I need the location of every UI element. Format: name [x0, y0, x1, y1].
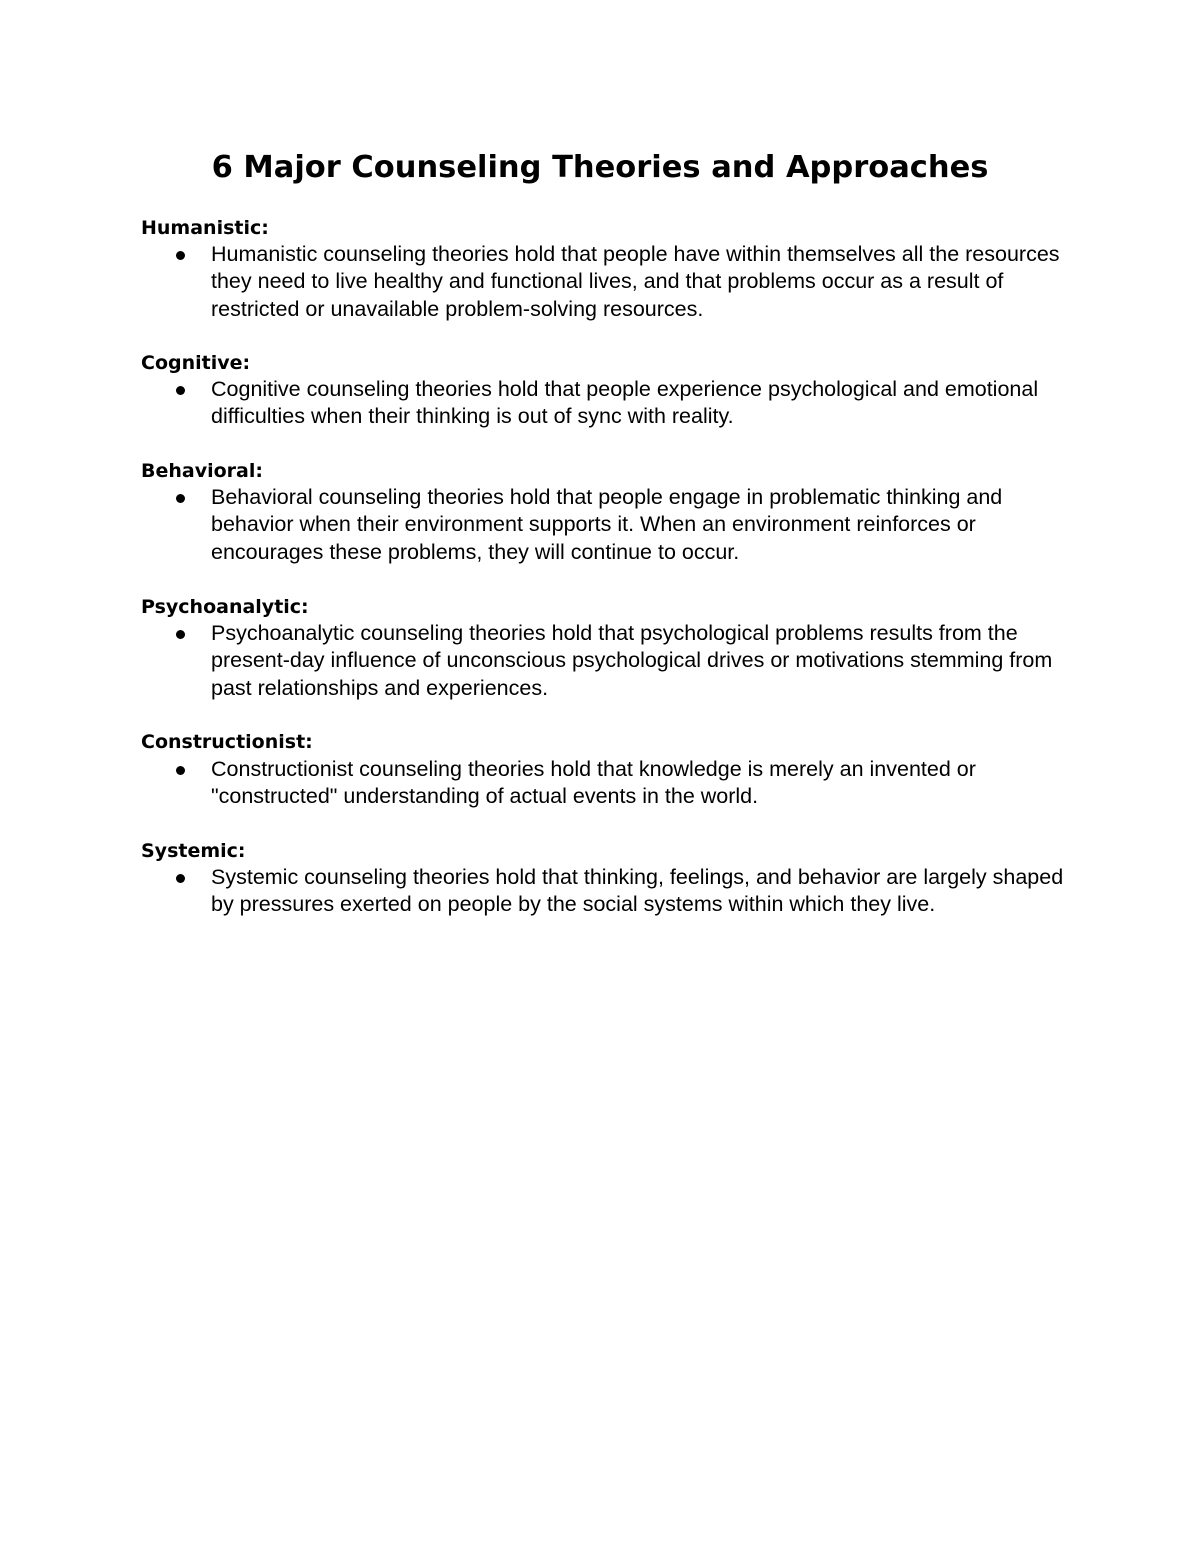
section-heading-cognitive: Cognitive: [141, 352, 251, 374]
section-list-systemic [141, 864, 1071, 919]
bullet-icon [176, 251, 185, 260]
bullet-text: Behavioral counseling theories hold that people engage in problematic thinking and behavior when their environment supports it. When an environment reinforces or encourages these problems, they will continue to occur. [211, 485, 1003, 564]
list-item [141, 241, 1071, 323]
bullet-icon [176, 874, 185, 883]
list-item [141, 620, 1071, 702]
section-heading-humanistic: Humanistic: [141, 217, 269, 239]
bullet-text: Cognitive counseling theories hold that people experience psychological and emotional difficulties when their thinking is out of sync with reality. [211, 377, 1039, 429]
list-item [141, 484, 1071, 566]
section-list-constructionist [141, 756, 1071, 811]
section-heading-psychoanalytic: Psychoanalytic: [141, 596, 309, 618]
section-heading-constructionist: Constructionist: [141, 731, 313, 753]
bullet-icon [176, 494, 185, 503]
document-title: 6 Major Counseling Theories and Approaches [211, 150, 989, 185]
list-item [141, 376, 1071, 431]
bullet-icon [176, 630, 185, 639]
list-item [141, 756, 1071, 811]
bullet-text: Systemic counseling theories hold that thinking, feelings, and behavior are largely shaped by pressures exerted on people by the social systems within which they live. [211, 865, 1064, 917]
section-heading-behavioral: Behavioral: [141, 460, 263, 482]
bullet-text: Humanistic counseling theories hold that people have within themselves all the resources they need to live healthy and functional lives, and that problems occur as a result of restricted or unavailable problem-solving resources. [211, 242, 1060, 321]
section-heading-systemic: Systemic: [141, 840, 246, 862]
section-list-psychoanalytic [141, 620, 1071, 702]
bullet-text: Psychoanalytic counseling theories hold that psychological problems results from the present-day influence of unconscious psychological drives or motivations stemming from past relationships and experiences. [211, 621, 1053, 700]
section-list-behavioral [141, 484, 1071, 566]
bullet-icon [176, 766, 185, 775]
bullet-icon [176, 386, 185, 395]
section-list-cognitive [141, 376, 1071, 431]
bullet-text: Constructionist counseling theories hold that knowledge is merely an invented or "constructed" understanding of actual events in the world. [211, 757, 976, 809]
section-list-humanistic [141, 241, 1071, 323]
list-item [141, 864, 1071, 919]
